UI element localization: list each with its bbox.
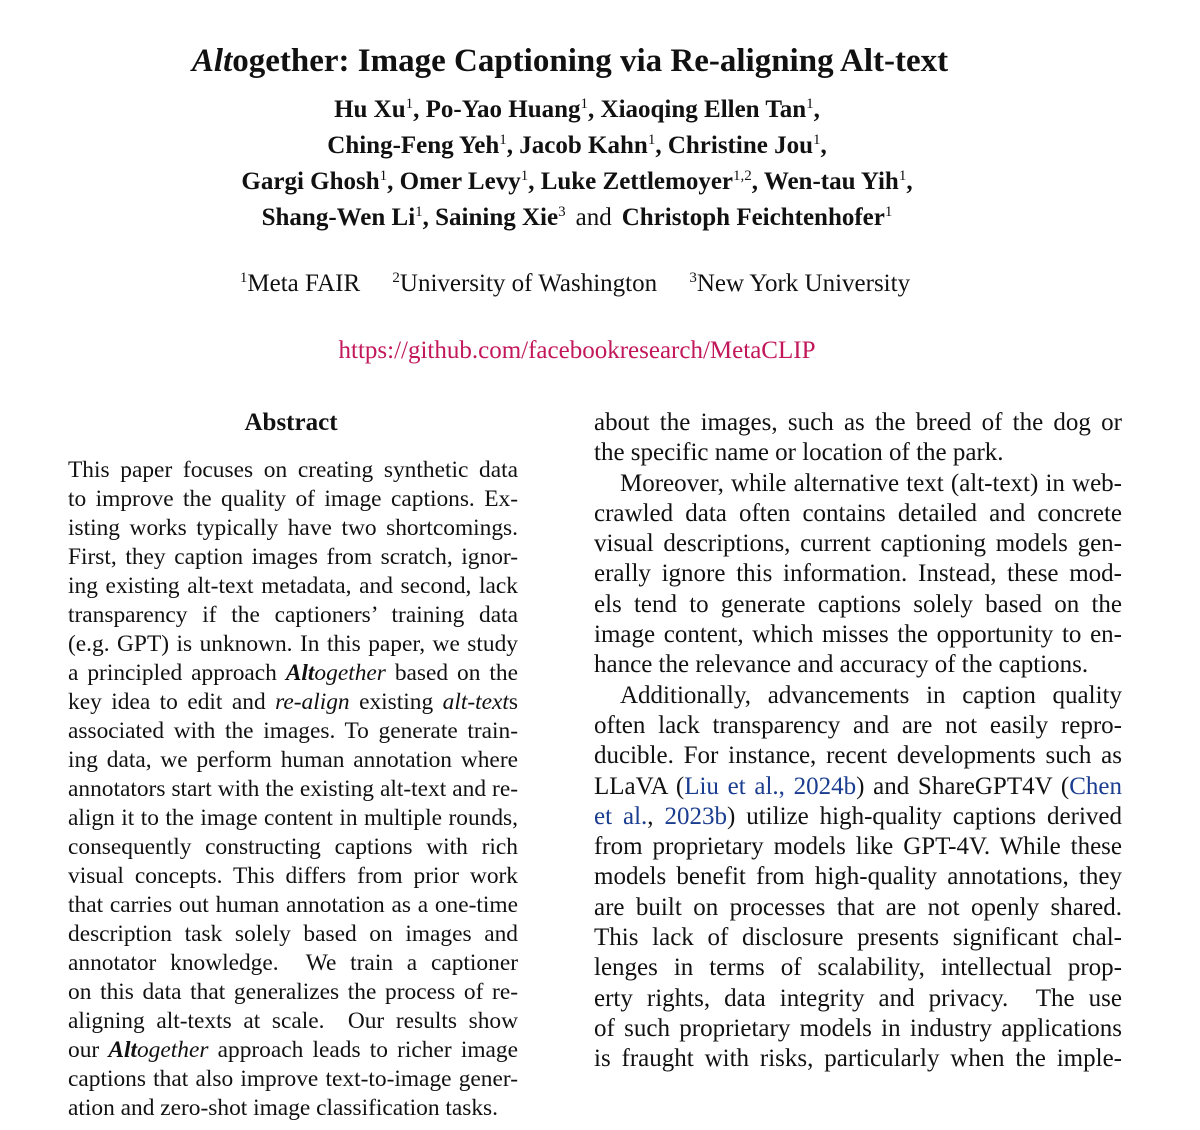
- author-separator: ,: [820, 132, 827, 159]
- text-segment: is fraught with risks, particularly when the imple-: [594, 1045, 1122, 1073]
- author-separator: ,: [588, 96, 601, 123]
- text-segment: ing existing alt-text metadata, and second, lack: [68, 573, 518, 599]
- text-segment: Alt: [108, 1037, 137, 1063]
- text-segment: lenges in terms of scalability, intellectual prop-: [594, 954, 1122, 982]
- author-affil-sup: 1: [580, 96, 589, 112]
- text-segment: This paper focuses on creating synthetic data: [68, 457, 518, 483]
- text-line: [68, 485, 518, 514]
- author-line: [0, 92, 1154, 128]
- citation-link[interactable]: Liu et al., 2024b: [684, 772, 857, 800]
- text-line: [594, 711, 1122, 741]
- text-line: [594, 590, 1122, 620]
- text-line: [68, 833, 518, 862]
- text-line: [68, 1007, 518, 1036]
- text-segment: associated with the images. To generate train-: [68, 718, 518, 744]
- author-affil-sup: 1: [812, 132, 821, 148]
- text-segment: ing data, we perform human annotation where: [68, 747, 518, 773]
- author-name: Xiaoqing Ellen Tan: [600, 96, 807, 123]
- text-segment: on this data that generalizes the process of re-: [68, 979, 518, 1005]
- author-affil-sup: 1: [884, 204, 893, 220]
- text-segment: often lack transparency and are not easily repro-: [594, 711, 1122, 739]
- text-line: [68, 601, 518, 630]
- text-segment: First, they caption images from scratch, ignor-: [68, 544, 518, 570]
- text-line: [594, 772, 1122, 802]
- author-and: and: [575, 204, 612, 231]
- text-line: [594, 529, 1122, 559]
- text-segment: captions that also improve text-to-image gener-: [68, 1066, 518, 1092]
- text-segment: erty rights, data integrity and privacy. The use: [594, 984, 1122, 1012]
- text-line: [68, 949, 518, 978]
- author-affil-sup: 1: [898, 168, 907, 184]
- text-segment: ation and zero-shot image classification tasks.: [68, 1095, 498, 1121]
- text-line: [594, 681, 1122, 711]
- author-separator: ,: [655, 132, 668, 159]
- author-line: [0, 128, 1154, 164]
- text-line: [68, 891, 518, 920]
- affil-sup: 1: [239, 270, 248, 286]
- text-line: [594, 953, 1122, 983]
- text-segment: ogether: [314, 660, 386, 686]
- text-segment: Additionally, advancements in caption quality: [620, 681, 1122, 709]
- text-segment: crawled data often contains detailed and concrete: [594, 499, 1122, 527]
- text-line: [68, 717, 518, 746]
- text-segment: els tend to generate captions solely based on the: [594, 590, 1122, 618]
- text-segment: the specific name or location of the park.: [594, 439, 1004, 467]
- text-line: [68, 1094, 518, 1123]
- text-segment: s: [508, 689, 518, 715]
- author-name: Saining Xie: [435, 204, 559, 231]
- text-segment: are built on processes that are not openly shared.: [594, 893, 1122, 921]
- paper-title: [0, 40, 1140, 82]
- author-affil-sup: 1,2: [733, 168, 752, 184]
- author-name: Christine Jou: [667, 132, 813, 159]
- author-affil-sup: 3: [558, 204, 566, 220]
- text-segment: erally ignore this information. Instead, these mod-: [594, 560, 1122, 588]
- text-segment: our: [68, 1037, 109, 1063]
- citation-link[interactable]: et al.: [594, 802, 648, 830]
- author-affil-sup: 1: [379, 168, 388, 184]
- text-line: [68, 630, 518, 659]
- text-line: [594, 1044, 1122, 1074]
- author-affil-sup: 1: [499, 132, 507, 148]
- text-line: [594, 802, 1122, 832]
- text-line: [594, 438, 1122, 468]
- abstract-body: [68, 456, 518, 1123]
- text-segment: Alt: [285, 660, 315, 686]
- text-line: [594, 862, 1122, 892]
- affil-sup: 3: [689, 270, 697, 286]
- text-line: [594, 408, 1122, 438]
- text-segment: transparency if the captioners’ training data: [68, 602, 518, 628]
- affil-name: University of Washington: [399, 270, 658, 297]
- text-line: [594, 923, 1122, 953]
- text-line: [68, 746, 518, 775]
- text-segment: visual descriptions, current captioning models gen-: [594, 530, 1122, 558]
- text-segment: ,: [647, 802, 665, 830]
- author-separator: ,: [906, 168, 913, 195]
- text-segment: approach leads to richer image: [208, 1037, 519, 1063]
- text-segment: This lack of disclosure presents significant chal-: [594, 924, 1122, 952]
- text-segment: a principled approach: [68, 660, 286, 686]
- author-name: Wen-tau Yih: [763, 168, 899, 195]
- text-line: [68, 688, 518, 717]
- text-segment: consequently constructing captions with rich: [68, 834, 518, 860]
- text-segment: Moreover, while alternative text (alt-text) in web-: [620, 469, 1122, 497]
- text-line: [594, 832, 1122, 862]
- text-segment: hance the relevance and accuracy of the captions.: [594, 651, 1089, 679]
- text-segment: to improve the quality of image captions. Ex-: [68, 486, 518, 512]
- author-separator: ,: [506, 132, 520, 159]
- text-segment: models benefit from high-quality annotations, they: [594, 863, 1122, 891]
- author-affil-sup: 1: [647, 132, 656, 148]
- author-line: [0, 200, 1154, 236]
- title-rest: ogether: Image Captioning via Re-aligning Alt-text: [232, 43, 949, 79]
- text-segment: LLaVA (: [594, 772, 685, 800]
- author-name: Jacob Kahn: [519, 132, 648, 159]
- author-name: Po-Yao Huang: [425, 96, 581, 123]
- text-segment: annotator knowledge. We train a captioner: [68, 950, 518, 976]
- text-segment: ) utilize high-quality captions derived: [726, 802, 1122, 830]
- author-affil-sup: 1: [405, 96, 414, 112]
- text-segment: that carries out human annotation as a one-time: [68, 892, 518, 918]
- author-name: Hu Xu: [334, 96, 406, 123]
- text-segment: aligning alt-texts at scale. Our results show: [68, 1008, 518, 1034]
- text-line: [68, 514, 518, 543]
- author-line: [0, 164, 1154, 200]
- title-italic-part: Alt: [191, 43, 233, 79]
- text-segment: ) and ShareGPT4V (: [856, 772, 1070, 800]
- project-url-link[interactable]: https://github.com/facebookresearch/MetaCLIP: [338, 337, 816, 364]
- text-line: [68, 659, 518, 688]
- right-column-body: [594, 408, 1122, 1075]
- text-line: [594, 559, 1122, 589]
- text-line: [594, 620, 1122, 650]
- text-line: [68, 978, 518, 1007]
- text-segment: of such proprietary models in industry applications: [594, 1014, 1122, 1042]
- author-name: Ching-Feng Yeh: [327, 132, 500, 159]
- citation-link[interactable]: Chen: [1069, 772, 1122, 800]
- text-line: [594, 469, 1122, 499]
- text-segment: alt-text: [442, 689, 509, 715]
- text-segment: align it to the image content in multiple rounds,: [68, 805, 518, 831]
- text-segment: image content, which misses the opportunity to en-: [594, 621, 1122, 649]
- affiliations: [0, 266, 1150, 302]
- text-line: [68, 775, 518, 804]
- author-separator: ,: [413, 96, 426, 123]
- author-separator: ,: [751, 168, 764, 195]
- text-segment: based on the: [385, 660, 518, 686]
- author-affil-sup: 1: [806, 96, 814, 112]
- author-name: Luke Zettlemoyer: [540, 168, 734, 195]
- affil-name: New York University: [696, 270, 911, 297]
- author-separator: ,: [813, 96, 820, 123]
- author-name: Gargi Ghosh: [241, 168, 380, 195]
- text-line: [594, 741, 1122, 771]
- text-segment: from proprietary models like GPT-4V. While these: [594, 833, 1122, 861]
- text-segment: description task solely based on images and: [68, 921, 518, 947]
- text-line: [594, 893, 1122, 923]
- author-separator: ,: [422, 204, 436, 231]
- text-segment: ogether: [136, 1037, 209, 1063]
- text-line: [594, 499, 1122, 529]
- author-separator: ,: [387, 168, 400, 195]
- text-line: [68, 1036, 518, 1065]
- author-affil-sup: 1: [415, 204, 423, 220]
- text-segment: isting works typically have two shortcomings.: [68, 515, 518, 541]
- author-name: Christoph Feichtenhofer: [621, 204, 885, 231]
- text-line: [594, 984, 1122, 1014]
- affil-name: Meta FAIR: [247, 270, 361, 297]
- text-segment: ducible. For instance, recent developments such as: [594, 742, 1122, 770]
- text-line: [68, 543, 518, 572]
- text-line: [68, 804, 518, 833]
- text-segment: key idea to edit and: [68, 689, 276, 715]
- text-line: [68, 1065, 518, 1094]
- text-line: [68, 920, 518, 949]
- text-segment: annotators start with the existing alt-text and re-: [68, 776, 518, 802]
- text-line: [68, 456, 518, 485]
- text-segment: about the images, such as the breed of the dog or: [594, 409, 1122, 436]
- author-name: Shang-Wen Li: [261, 204, 416, 231]
- text-line: [68, 862, 518, 891]
- author-name: Omer Levy: [399, 168, 521, 195]
- author-list: [0, 92, 1154, 236]
- author-affil-sup: 1: [520, 168, 529, 184]
- text-segment: visual concepts. This differs from prior work: [68, 863, 518, 889]
- text-segment: (e.g. GPT) is unknown. In this paper, we study: [68, 631, 518, 657]
- text-segment: existing: [349, 689, 443, 715]
- author-separator: ,: [528, 168, 541, 195]
- citation-link[interactable]: 2023b: [664, 802, 727, 830]
- text-line: [68, 572, 518, 601]
- text-segment: re-align: [275, 689, 350, 715]
- affil-sup: 2: [392, 270, 400, 286]
- text-line: [594, 650, 1122, 680]
- abstract-heading: Abstract: [244, 409, 338, 436]
- text-line: [594, 1014, 1122, 1044]
